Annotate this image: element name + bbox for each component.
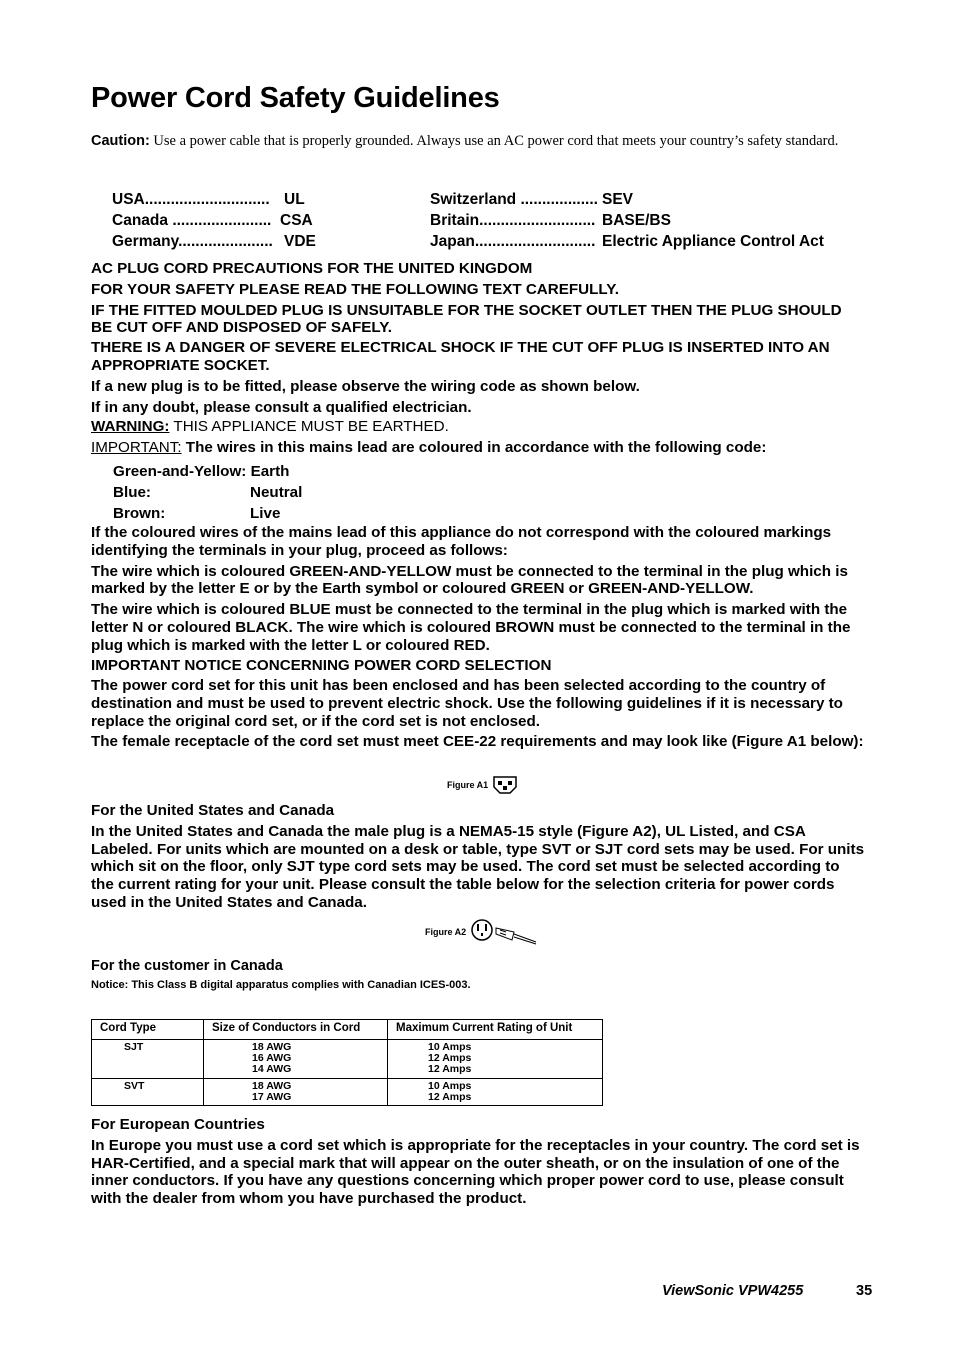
standard-base-bs: BASE/BS [602,211,671,229]
uk-warning: WARNING: THIS APPLIANCE MUST BE EARTHED. [91,418,449,436]
uk-consult: If in any doubt, please consult a qualified electrician. [91,398,472,416]
footer-brand: ViewSonic VPW4255 [662,1283,804,1299]
page-number: 35 [856,1283,873,1299]
header-conductor-size: Size of Conductors in Cord [204,1020,388,1040]
caution-label: Caution: [91,133,150,149]
europe-text: In Europe you must use a cord set which is appropriate for the receptacles in your country. The cord set is HAR-Certified, and a special mark that will appear on the outer sheath, or on the insulation of one of the inner conductors. If you have any questions concerning which proper power cord to use, please consult with the dealer from whom you have purchased the product. [91,1136,860,1208]
europe-heading: For European Countries [91,1116,265,1133]
canada-notice: Notice: This Class B digital apparatus complies with Canadian ICES-003. [91,979,471,991]
uk-precautions [91,260,866,457]
us-canada-text: In the United States and Canada the male plug is a NEMA5-15 style (Figure A2), UL Listed, and CSA Labeled. For units which are mounted on a desk or table, type SVT or SJT cord sets may be used. For units which sit on the floor, only SJT type cord sets may be used. The cord set must be selected according to the current rating for your unit. Please consult the table below for the selection criteria for power cords used in the United States and Canada. [91,822,865,911]
cell-cord-type: SJT [92,1040,204,1079]
figure-a1 [447,775,518,795]
cell-sizes: 18 AWG 17 AWG [204,1079,388,1106]
wire-row-earth: Green-and-Yellow: Earth [113,463,290,480]
power-cord-notice-heading: IMPORTANT NOTICE CONCERNING POWER CORD SELECTION [91,656,552,674]
us-canada-heading: For the United States and Canada [91,802,335,819]
standard-csa: CSA [280,211,313,229]
table-row [92,1079,603,1106]
uk-read-carefully: FOR YOUR SAFETY PLEASE READ THE FOLLOWING TEXT CAREFULLY. [91,280,619,298]
caution-text: Use a power cable that is properly grounded. Always use an AC power cord that meets your country’s safety standard. [149,133,839,149]
header-current-rating: Maximum Current Rating of Unit [388,1020,603,1040]
uk-coloured-wires: If the coloured wires of the mains lead of this appliance do not correspond with the coloured markings identifying the terminals in your plug, proceed as follows: [91,524,832,559]
uk-heading: AC PLUG CORD PRECAUTIONS FOR THE UNITED KINGDOM [91,260,533,277]
cell-sizes: 18 AWG 16 AWG 14 AWG [204,1040,388,1079]
wire-row-live: Brown: Live [113,505,281,522]
nema-plug-icon [470,918,538,946]
receptacle-icon [492,775,518,795]
table-row [92,1040,603,1079]
table-header-row [92,1020,603,1040]
standard-vde: VDE [284,232,316,250]
uk-green-yellow: The wire which is coloured GREEN-AND-YELLOW must be connected to the terminal in the plug which is marked by the letter E or by the Earth symbol or coloured GREEN or GREEN-AND-YELLOW. [91,562,848,598]
uk-instructions [91,524,866,751]
standard-sev: SEV [602,191,634,208]
wire-row-neutral: Blue: Neutral [113,484,303,501]
figure-a1-label: Figure A1 [447,780,489,790]
female-receptacle: The female receptacle of the cord set must meet CEE-22 requirements and may look like (Figure A1 below): [91,732,864,750]
cord-selection-table [91,1019,603,1106]
cell-ratings: 10 Amps 12 Amps 12 Amps [388,1040,603,1079]
uk-blue-brown: The wire which is coloured BLUE must be connected to the terminal in the plug which is marked with the letter N or coloured BLACK. The wire which is coloured BROWN must be connected to the terminal in the plug which is marked with the letter L or coloured RED. [91,601,851,654]
header-cord-type: Cord Type [92,1020,204,1040]
page-title: Power Cord Safety Guidelines [91,82,500,114]
uk-danger: THERE IS A DANGER OF SEVERE ELECTRICAL SHOCK IF THE CUT OFF PLUG IS INSERTED INTO AN APPROPRIATE SOCKET. [91,339,830,374]
country-row-britain: Britain........................... BASE/BS [430,211,824,232]
uk-important: IMPORTANT: The wires in this mains lead are coloured in accordance with the following code: [91,439,767,457]
uk-new-plug: If a new plug is to be fitted, please observe the wiring code as shown below. [91,377,640,395]
caution-paragraph [91,133,863,150]
figure-a2 [425,918,538,946]
country-standards-left [112,190,316,252]
cell-ratings: 10 Amps 12 Amps [388,1079,603,1106]
figure-a2-label: Figure A2 [425,927,467,937]
country-row-usa: USA............................. UL [112,190,316,211]
uk-moulded-plug: IF THE FITTED MOULDED PLUG IS UNSUITABLE FOR THE SOCKET OUTLET THEN THE PLUG SHOULD BE CUT OFF AND DISPOSED OF SAFELY. [91,301,842,337]
standard-electric-appliance: Electric Appliance Control Act [602,232,824,250]
cell-cord-type: SVT [92,1079,204,1106]
us-canada-section [91,802,866,912]
country-row-switzerland: Switzerland .................. SEV [430,190,824,211]
country-standards-right [430,190,824,252]
wire-color-code [113,461,302,524]
country-row-germany: Germany...................... VDE [112,232,316,253]
country-row-canada: Canada ....................... CSA [112,211,316,232]
power-cord-selection: The power cord set for this unit has been enclosed and has been selected according to the country of destination and must be used to prevent electric shock. Use the following guidelines if it is necessary to replace the original cord set, or if the cord set is not enclosed. [91,677,843,730]
canada-heading: For the customer in Canada [91,958,283,974]
standard-ul: UL [284,191,305,208]
country-row-japan: Japan............................ Electric Appliance Control Act [430,232,824,253]
europe-section [91,1116,866,1208]
